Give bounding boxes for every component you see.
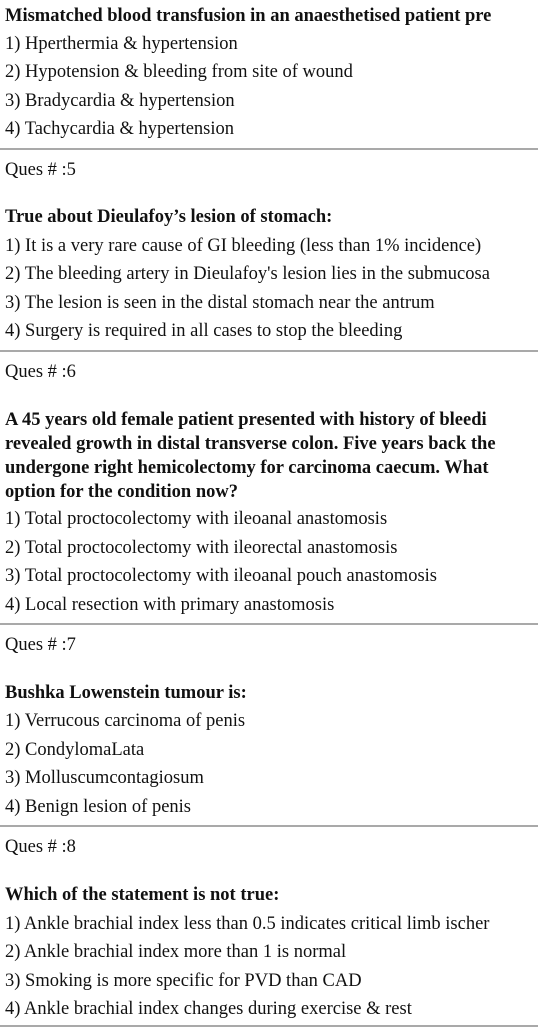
question-number-label: Ques # :6 xyxy=(5,362,76,382)
answer-option: 3) Total proctocolectomy with ileoanal pouch anastomosis xyxy=(5,566,437,586)
question-text: Bushka Lowenstein tumour is: xyxy=(5,683,247,703)
question-text: A 45 years old female patient presented with history of bleedi xyxy=(5,410,487,430)
answer-option: 2) Hypotension & bleeding from site of wound xyxy=(5,62,353,82)
answer-option: 3) The lesion is seen in the distal stomach near the antrum xyxy=(5,293,435,313)
answer-option: 2) The bleeding artery in Dieulafoy's lesion lies in the submucosa xyxy=(5,264,490,284)
question-text: Which of the statement is not true: xyxy=(5,885,280,905)
answer-option: 4) Tachycardia & hypertension xyxy=(5,119,235,139)
question-text: Mismatched blood transfusion in an anaesthetised patient pre xyxy=(5,6,492,26)
question-number-label: Ques # :5 xyxy=(5,160,76,180)
answer-option: 2) Total proctocolectomy with ileorectal anastomosis xyxy=(5,538,398,558)
section-divider xyxy=(0,148,538,150)
answer-option: 4) Ankle brachial index changes during exercise & rest xyxy=(5,999,412,1019)
answer-option: 3) Bradycardia & hypertension xyxy=(5,91,235,111)
answer-option: 2) Ankle brachial index more than 1 is normal xyxy=(5,942,347,962)
answer-option: 1) Hperthermia & hypertension xyxy=(5,34,238,54)
answer-option: 3) Smoking is more specific for PVD than CAD xyxy=(5,971,362,991)
question-text: option for the condition now? xyxy=(5,482,238,502)
answer-option: 1) It is a very rare cause of GI bleeding (less than 1% incidence) xyxy=(5,236,482,256)
answer-option: 4) Surgery is required in all cases to stop the bleeding xyxy=(5,321,403,341)
answer-option: 3) Molluscumcontagiosum xyxy=(5,768,204,788)
section-divider xyxy=(0,623,538,625)
answer-option: 2) CondylomaLata xyxy=(5,740,145,760)
question-number-label: Ques # :7 xyxy=(5,635,76,655)
section-divider xyxy=(0,350,538,352)
answer-option: 4) Benign lesion of penis xyxy=(5,797,192,817)
section-divider xyxy=(0,825,538,827)
question-number-label: Ques # :8 xyxy=(5,837,76,857)
answer-option: 1) Verrucous carcinoma of penis xyxy=(5,711,246,731)
question-text: undergone right hemicolectomy for carcinoma caecum. What xyxy=(5,458,489,478)
answer-option: 1) Ankle brachial index less than 0.5 indicates critical limb ischer xyxy=(5,914,490,934)
answer-option: 1) Total proctocolectomy with ileoanal anastomosis xyxy=(5,509,388,529)
question-text: revealed growth in distal transverse colon. Five years back the xyxy=(5,434,496,454)
answer-option: 4) Local resection with primary anastomosis xyxy=(5,595,335,615)
question-text: True about Dieulafoy’s lesion of stomach: xyxy=(5,207,333,227)
section-divider xyxy=(0,1025,538,1027)
